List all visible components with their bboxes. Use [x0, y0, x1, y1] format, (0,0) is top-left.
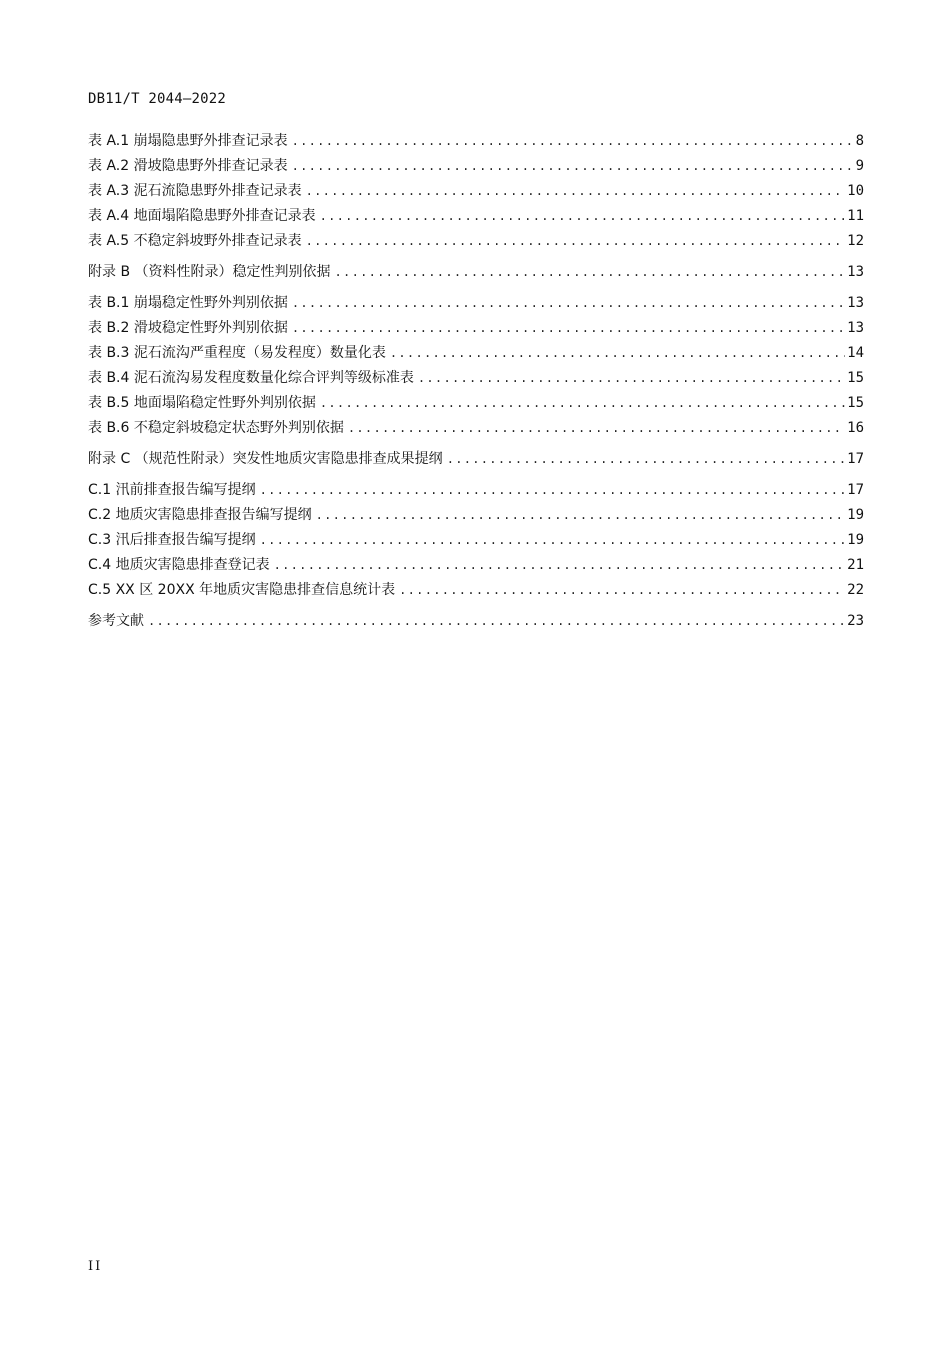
toc-entry[interactable]	[88, 506, 864, 524]
toc-dot-leader	[335, 263, 846, 281]
toc-entry-title: 附录 C （规范性附录）突发性地质灾害隐患排查成果提纲	[88, 451, 443, 467]
toc-dot-leader	[148, 612, 845, 630]
toc-entry[interactable]	[88, 207, 864, 225]
toc-entry-title: C.5 XX 区 20XX 年地质灾害隐患排查信息统计表	[88, 582, 396, 598]
toc-dot-leader	[399, 581, 845, 599]
toc-entry-page: 19	[847, 532, 864, 548]
toc-entry-title: 表 B.5 地面塌陷稳定性野外判别依据	[88, 395, 316, 411]
toc-dot-leader	[274, 556, 846, 574]
toc-entry[interactable]	[88, 450, 864, 468]
toc-entry[interactable]	[88, 157, 864, 175]
toc-entry-page: 10	[847, 183, 864, 199]
toc-entry[interactable]	[88, 294, 864, 312]
toc-entry[interactable]	[88, 232, 864, 250]
toc-entry-title: 表 A.4 地面塌陷隐患野外排查记录表	[88, 208, 316, 224]
toc-entry[interactable]	[88, 481, 864, 499]
toc-entry-page: 9	[855, 158, 864, 174]
toc-entry-page: 22	[847, 582, 864, 598]
toc-dot-leader	[260, 531, 846, 549]
toc-dot-leader	[320, 207, 846, 225]
toc-entry-page: 15	[847, 370, 864, 386]
toc-entry-page: 8	[855, 133, 864, 149]
toc-entry-title: 表 B.2 滑坡稳定性野外判别依据	[88, 320, 288, 336]
toc-dot-leader	[447, 450, 845, 468]
toc-entry-page: 14	[847, 345, 864, 361]
toc-dot-leader	[292, 132, 854, 150]
toc-entry[interactable]	[88, 612, 864, 630]
toc-dot-leader	[292, 157, 854, 175]
toc-entry-page: 16	[847, 420, 864, 436]
toc-entry[interactable]	[88, 344, 864, 362]
toc-entry-title: 表 B.6 不稳定斜坡稳定状态野外判别依据	[88, 420, 344, 436]
toc-entry-page: 21	[847, 557, 864, 573]
toc-dot-leader	[292, 319, 845, 337]
toc-dot-leader	[316, 506, 846, 524]
toc-dot-leader	[260, 481, 846, 499]
toc-entry-title: C.3 汛后排查报告编写提纲	[88, 532, 256, 548]
table-of-contents	[88, 132, 864, 630]
toc-entry-page: 13	[847, 264, 864, 280]
toc-entry-page: 13	[847, 320, 864, 336]
toc-entry[interactable]	[88, 263, 864, 281]
toc-entry-title: C.2 地质灾害隐患排查报告编写提纲	[88, 507, 312, 523]
toc-dot-leader	[390, 344, 845, 362]
toc-entry[interactable]	[88, 531, 864, 549]
toc-dot-leader	[306, 182, 846, 200]
toc-entry-title: 表 A.2 滑坡隐患野外排查记录表	[88, 158, 288, 174]
toc-entry-page: 12	[847, 233, 864, 249]
toc-entry[interactable]	[88, 556, 864, 574]
document-code: DB11/T 2044—2022	[88, 91, 227, 107]
toc-dot-leader	[418, 369, 845, 387]
page-number: II	[88, 1259, 103, 1274]
toc-dot-leader	[320, 394, 845, 412]
toc-entry-title: C.1 汛前排查报告编写提纲	[88, 482, 256, 498]
toc-entry-page: 13	[847, 295, 864, 311]
toc-entry-title: 表 B.3 泥石流沟严重程度（易发程度）数量化表	[88, 345, 386, 361]
toc-entry[interactable]	[88, 581, 864, 599]
toc-entry-page: 19	[847, 507, 864, 523]
toc-entry-title: 表 B.1 崩塌稳定性野外判别依据	[88, 295, 288, 311]
toc-entry-title: 表 A.3 泥石流隐患野外排查记录表	[88, 183, 302, 199]
toc-entry[interactable]	[88, 319, 864, 337]
toc-entry[interactable]	[88, 394, 864, 412]
toc-entry-page: 17	[847, 451, 864, 467]
toc-dot-leader	[348, 419, 845, 437]
toc-entry[interactable]	[88, 369, 864, 387]
toc-dot-leader	[306, 232, 846, 250]
toc-entry-title: 附录 B （资料性附录）稳定性判别依据	[88, 264, 331, 280]
toc-entry-title: 参考文献	[88, 613, 144, 629]
toc-entry-page: 23	[847, 613, 864, 629]
toc-entry[interactable]	[88, 419, 864, 437]
toc-entry-title: 表 A.1 崩塌隐患野外排查记录表	[88, 133, 288, 149]
toc-entry-title: 表 A.5 不稳定斜坡野外排查记录表	[88, 233, 302, 249]
toc-entry[interactable]	[88, 132, 864, 150]
toc-entry-title: C.4 地质灾害隐患排查登记表	[88, 557, 270, 573]
toc-entry-title: 表 B.4 泥石流沟易发程度数量化综合评判等级标准表	[88, 370, 414, 386]
toc-dot-leader	[292, 294, 845, 312]
toc-entry-page: 17	[847, 482, 864, 498]
toc-entry-page: 15	[847, 395, 864, 411]
toc-entry-page: 11	[847, 208, 864, 224]
toc-entry[interactable]	[88, 182, 864, 200]
